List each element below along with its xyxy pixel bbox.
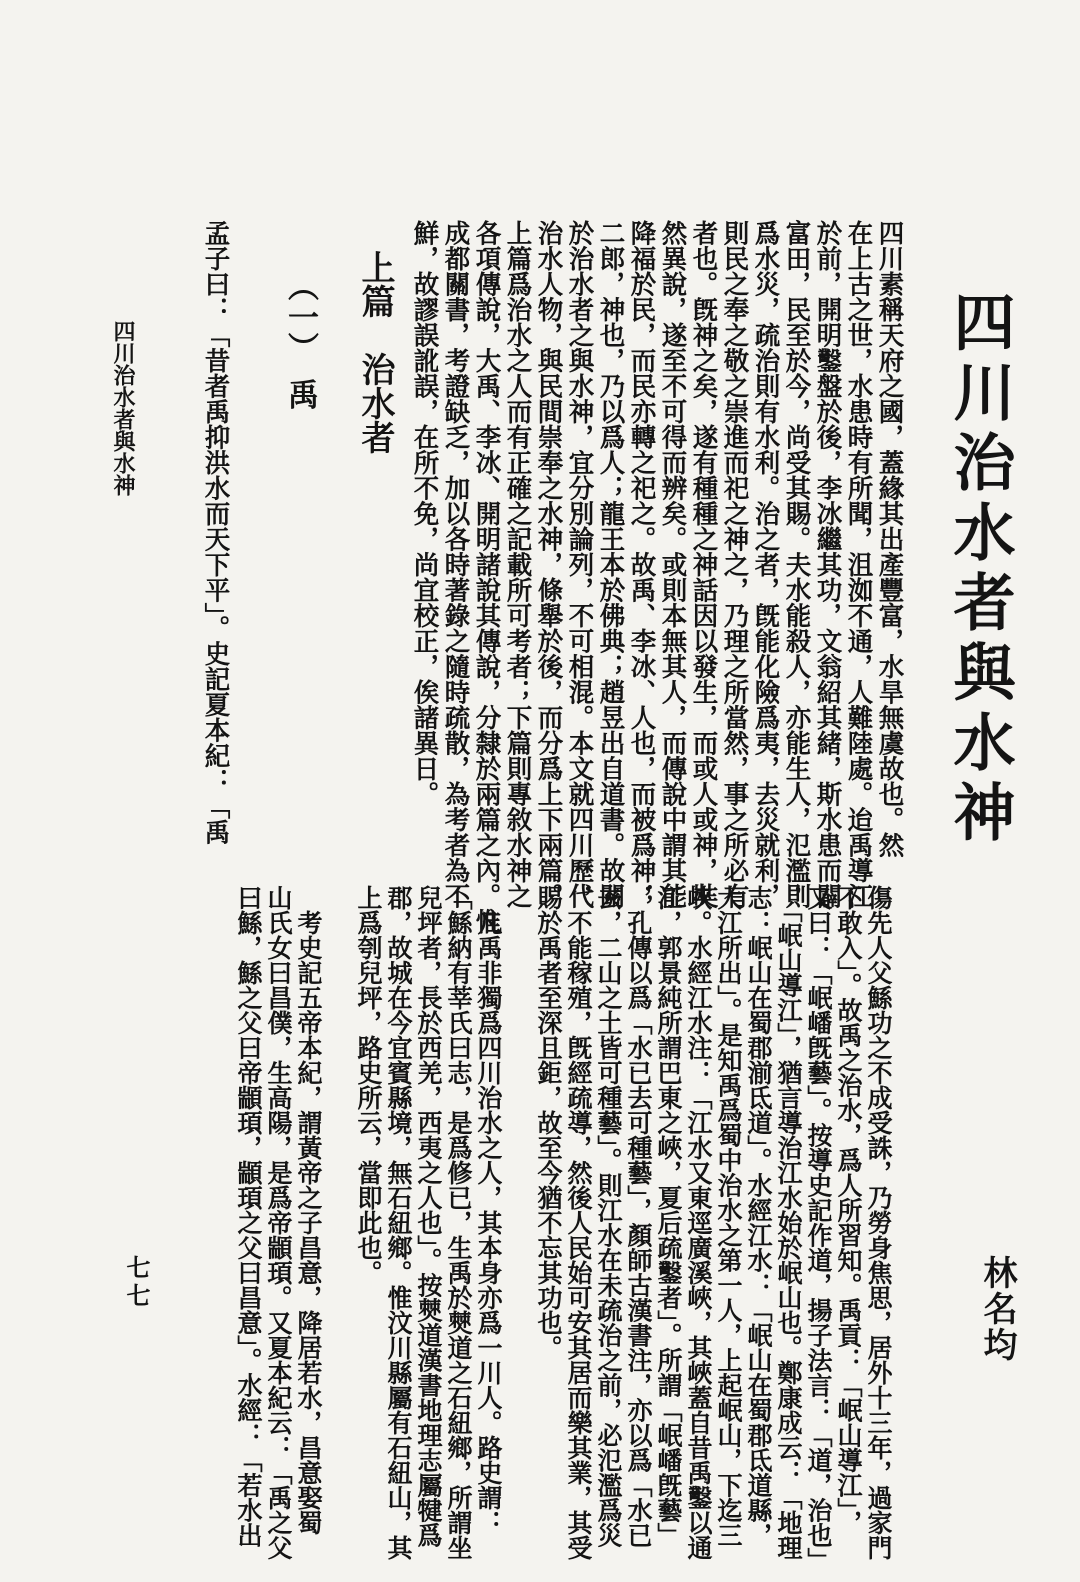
text-column: 上爲刳兒坪，路史所云，當即此也。	[354, 885, 383, 1285]
page-number: 七七	[122, 1255, 151, 1311]
subsection-heading: （一） 禹	[282, 270, 318, 410]
text-column: 四川素稱天府之國，蓋緣其出產豐富，水旱無虞故也。然	[874, 220, 905, 858]
text-column: 二郎，神也，乃以爲人；龍王本於佛典；趙昱出自道書。故關	[595, 220, 626, 909]
text-column: 峽。水經江水注：「江水又東逕廣溪峽，其峽蓋自昔禹鑿以通	[684, 885, 713, 1560]
text-column: ，孔傳以爲「水已去可種藝」，顏師古漢書注，亦以爲「水已	[624, 885, 653, 1548]
text-column: 降福於民，而民亦轉之祀之。故禹、李冰、人也，而被爲神；	[626, 220, 657, 909]
intro-text-column: 孟子曰：「昔者禹抑洪水而天下平」。史記夏本紀：「禹	[200, 220, 231, 845]
text-column: 則民之奉之敬之崇進而祀之神之，乃理之所當然，事之所必有	[719, 220, 750, 909]
text-column: 志：岷山在蜀郡湔氐道」。水經江水：「岷山在蜀郡氐道縣，	[744, 885, 773, 1548]
running-head: 四川治水者與水神	[110, 320, 136, 496]
text-column: 郡，故城在今宜賓縣境，無石紐鄉。惟汶川縣屬有石紐山，其	[384, 885, 413, 1560]
text-column: 凡禹非獨爲四川治水之人，其本身亦爲一川人。路史謂：	[474, 885, 503, 1535]
text-column: ，不能稼殖，旣經疏導，然後人民始可安其居而樂其業，其受	[564, 885, 593, 1560]
section-heading: 上篇 治水者	[355, 250, 395, 454]
text-column: 兒坪者，長於西羌，西夷之人也」。按僰道漢書地理志屬犍爲	[414, 885, 443, 1548]
text-column: 山氏女曰昌僕，生高陽，是爲帝顓頊。又夏本紀云：「禹之父	[264, 885, 293, 1560]
text-column: 上篇爲治水之人而有正確之記載所可考者；下篇則專敘水神之	[502, 220, 533, 909]
text-column: 又曰：「岷嶓旣藝」。按導史記作道，揚子法言：「道，治也」	[804, 885, 833, 1573]
text-column: 去，二山之土皆可種藝」。則江水在未疏治之前，必氾濫爲災	[594, 885, 623, 1548]
text-column: 傷先人父鯀功之不成受誅，乃勞身焦思，居外十三年，過家門	[864, 885, 893, 1560]
text-column: 各項傳說，大禹、李冰、開明諸說其傳說，分隸於兩篇之內。惟	[471, 220, 502, 934]
text-column: 於前，開明鑿盤於後，李冰繼其功，文翁紹其緒，斯水患而闢	[812, 220, 843, 909]
article-title: 四川治水者與水神	[943, 290, 1016, 850]
text-column: 富田，民至於今，尚受其賜。夫水能殺人，亦能生人，氾濫則	[781, 220, 812, 909]
text-column: 江，郭景純所謂巴東之峽，夏后疏鑿者」。所謂「岷嶓旣藝」	[654, 885, 683, 1548]
text-column: 考史記五帝本紀，謂黃帝之子昌意，降居若水，昌意娶蜀	[294, 885, 323, 1535]
text-column: 鮮，故謬誤訛誤，在所不免，尚宜校正，俟諸異日。	[409, 220, 440, 807]
text-column: 「鯀納有莘氏曰志，是爲修已，生禹於僰道之石紐鄉，所謂坐	[444, 885, 473, 1560]
text-column: 成都關書，考證缺乏，加以各時著錄之隨時疏散，為考者為不	[440, 220, 471, 909]
text-column: 不敢入」。故禹之治水，爲人所習知。禹貢：「岷山導江」，	[834, 885, 863, 1535]
text-column: 治水人物，與民間崇奉之水神，條舉於後，而分爲上下兩篇。	[533, 220, 564, 909]
text-column: ，「岷山導江」，猶言導治江水始於岷山也。鄭康成云：「地理	[774, 885, 803, 1560]
text-column: 然異說，遂至不可得而辨矣。或則本無其人，而傳說中謂其能	[657, 220, 688, 909]
text-column: 者也。旣神之矣，遂有種種之神話因以發生，而或人或神，奘	[688, 220, 719, 909]
text-column: 曰鯀，鯀之父曰帝顓頊，顓頊之父曰昌意」。水經：「若水出	[234, 885, 263, 1548]
text-column: 賜於禹者至深且鉅，故至今猶不忘其功也。	[534, 885, 563, 1360]
text-column: 於治水者之與水神，宜分別論列，不可相混。本文就四川歷代	[564, 220, 595, 909]
text-column: 在上古之世，水患時有所聞，沮洳不通，人難陸處。迨禹導江	[843, 220, 874, 909]
text-column: 爲水災，疏治則有水利。治之者，旣能化險爲夷，去災就利，	[750, 220, 781, 909]
text-column: 大江所出」。是知禹爲蜀中治水之第一人，上起岷山，下迄三	[714, 885, 743, 1548]
author-name: 林名均	[977, 1255, 1017, 1363]
